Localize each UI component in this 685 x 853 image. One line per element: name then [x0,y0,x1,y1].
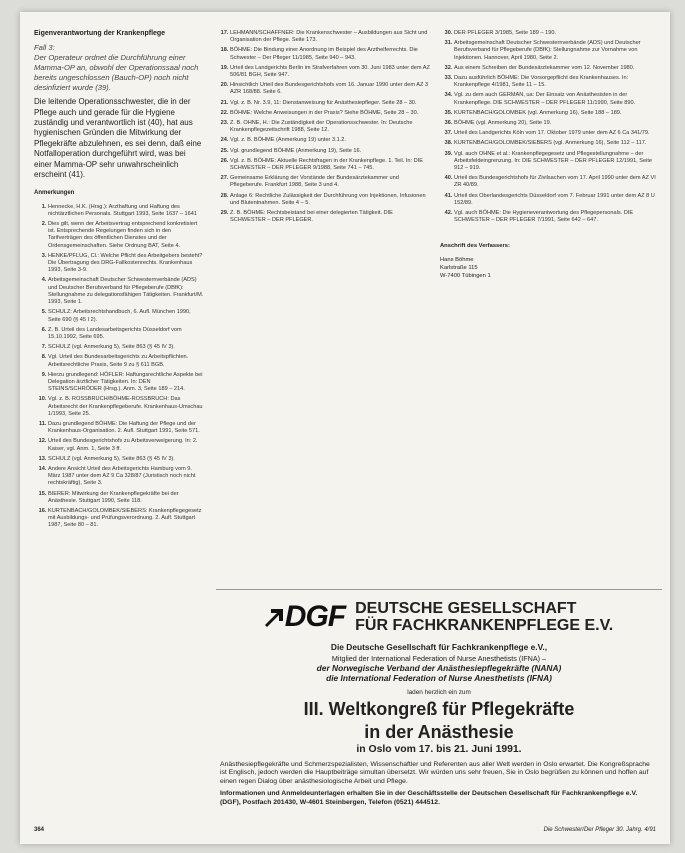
ad-intro: Die Deutsche Gesellschaft für Fachkrankenpflege e.V., [330,642,548,652]
note-item: 27. Gemeinsame Erklärung der Vorstände der Bundesärztekammer und Pflegeberufe. Frankfurt 1988, Seite 3 und 4. [230,175,430,189]
dgf-logo: DGF [265,600,345,634]
note-item: 33. Dazu ausführlich BÖHME: Die Vorsorgepflicht des Krankenhauses. In: Krankenpflege 4/1981, Seite 11 – 15. [454,75,662,89]
ad-info-text: Anästhesiepflegekräfte und Schmerzspezialisten, Wissenschaftler und Referenten aus aller Welt werden in Oslo erwartet. Die Kongreßsprache ist Englisch, jedoch werden die Hauptbeiträge simultan übersetzt. Wir würden uns sehr freuen, Sie in Oslo begrüßen zu können und hoffen auf einen regen Dialog über anästhesiologische Arbeit und Pflege. [220,761,650,785]
note-item: 19. Urteil des Landgerichts Berlin im Strafverfahren vom 30. Juni 1983 unter dem AZ 506/81 BGH, Seite 947. [230,65,430,79]
note-item: 22. BÖHME: Welche Anweisungen in der Praxis? Siehe BÖHME, Seite 28 – 30. [230,110,430,117]
note-item: 11. Dazu grundlegend BÖHME: Die Haftung der Pflege und der Krankenhaus-Organisation. 2. Aufl. Stuttgart 1991, Seite 571. [48,421,204,435]
ad-header [216,600,662,634]
notes-list-2 [216,30,430,224]
notes-list-3 [440,30,662,224]
note-item: 31. Arbeitsgemeinschaft Deutscher Schwesternverbände (ADS) und Deutscher Berufsverband für Pflegeberufe (DBfK): Stellungnahme zur Vornahme von Injektionen. Hannover, April 1980, Seite 2. [454,40,662,62]
column-right [440,30,662,280]
note-item: 5. SCHULZ: Arbeitsrechtshandbuch, 6. Aufl. München 1990, Seite 690 (§ 45 I 2). [48,309,204,323]
note-item: 20. Hinsichtlich Urteil des Bundesgerichtshofs vom 16. Januar 1990 unter dem AZ 3 AZR 168/88. Seite 6. [230,82,430,96]
congress-date: in Oslo vom 17. bis 21. Juni 1991. [356,744,522,755]
section-title: Eigenverantwortung der Krankenpflege [34,30,166,37]
note-item: 32. Aus einem Schreiben der Bundesärztekammer vom 12. November 1980. [454,65,662,72]
author-heading: Anschrift des Verfassers: [440,243,510,250]
notes-list-1 [34,204,204,530]
note-item: 16. KURTENBACH/GOLOMBEK/SIEBERS: Krankenpflegegesetz mit Ausbildungs- und Prüfungsverordnung. 2. Aufl. Stuttgart 1987, Seite 80 – 81. [48,508,204,530]
author-address [440,242,662,280]
congress-advertisement [216,589,662,822]
note-item: 3. HENKE/PFLUG, Cl.: Welche Pflicht des Arbeitgebers besteht? Die Übertragung des DRG-Fallkostenrechts. Krankenhaus 1993, Seite 3-9. [48,253,204,275]
note-item: 41. Urteil des Oberlandesgerichts Düsseldorf vom 7. Februar 1991 unter dem AZ 8 U 152/89. [454,193,662,207]
case-heading: Fall 3: [34,43,55,53]
note-item: 17. LEHMANN/SCHAFFNER: Die Krankenschwester – Ausbildungen aus Sicht und Organisation der Pflege. Seite 173. [230,30,430,44]
note-item: 28. Anlage 6: Rechtliche Zulässigkeit der Durchführung von Injektionen, Infusionen und Blutentnahmen. Seite 4 – 5. [230,193,430,207]
case-text: Der Operateur ordnet die Durchführung einer Mamma-OP an, obwohl der Operationssaal noch bereits ungeschlossen (Bauch-OP) noch nicht desinfiziert wurde (39). [34,53,199,93]
note-item: 9. Hierzu grundlegend: HÖFLER: Haftungsrechtliche Aspekte bei Delegation ärztlicher Tätigkeiten. In: DEN STEINS/SCHRÖDER (Hrsg.). Anm. 3, Seite 189 – 214. [48,372,204,394]
author-line: W-7400 Tübingen 1 [440,273,491,280]
body-paragraph: Die leitende Operationsschwester, die in der Pflege auch und gerade für die Hygiene zuständig und verantwortlich ist (40), hat aus hygienischen Gründen die Mitwirkung der Pflegekräfte abzulehnen, es sei denn, daß eine Notfalloperation durchgeführt wird, was bei einer Mamma-OP sehr unwahrscheinlich erscheint (41). [34,97,202,180]
ad-contact-text: Informationen und Anmeldeunterlagen erhalten Sie in der Geschäftsstelle der Deutschen Gesellschaft für Fachkrankenpflege e.V. (DGF), Postfach 201430, W-4601 Steinbergen, Telefon (0521) 444512. [220,790,638,806]
note-item: 15. BIERER: Mitwirkung der Krankenpflegekräfte bei der Anästhesie. Stuttgart 1990, Seite 118. [48,491,204,505]
note-item: 1. Hennecke, H.K. (Hrsg.): Arzthaftung und Haftung des nichtärztlichen Personals. Stuttgart 1993, Seite 1637 – 1641 [48,204,204,218]
note-item: 26. Vgl. z. B. BÖHME: Aktuelle Rechtsfragen in der Krankenpflege. 1. Teil. In: DIE SCHWESTER – DER PFLEGER 9/1988, Seite 741 – 745. [230,158,430,172]
congress-title: III. Weltkongreß für Pflegekräfte [303,699,575,719]
column-left [34,30,204,533]
note-item: 30. DER PFLEGER 3/1985, Seite 189 – 190. [454,30,662,37]
ad-partner: der Norwegische Verband der Anästhesiepflegekräfte (NANA) [316,663,562,673]
ad-partner: die International Federation of Nurse Anesthetists (IFNA) [326,673,552,683]
note-item: 29. Z. B. BÖHME: Rechtsbeistand bei einer delegierten Tätigkeit. DIE SCHWESTER – DER PFLEGER. [230,210,430,224]
note-item: 10. Vgl. z. B. ROSSBRUCH/BÖHME-ROSSBRUCH: Das Arbeitsrecht der Krankenpflegeberufe. Krankenhaus-Umschau 1/1993, Seite 25. [48,396,204,418]
note-item: 21. Vgl. z. B. Nr. 3.9, 11: Dienstanweisung für Anästhesiepfleger. Seite 28 – 30. [230,100,430,107]
note-item: 13. SCHULZ (vgl. Anmerkung 5), Seite 863 (§ 45 IV 3). [48,456,204,463]
note-item: 14. Andere Ansicht Urteil des Arbeitsgerichts Hamburg vom 9. März 1987 unter dem AZ 9 Ca 328/87 (Juristisch noch nicht rechtskräftig), Seite 3. [48,466,204,488]
note-item: 4. Arbeitsgemeinschaft Deutscher Schwesternverbände (ADS) und Deutscher Berufsverband für Pflegeberufe (DBfK): Stellungnahme zu delegationsfähigen Tätigkeiten. Frankfurt/M. 1993, Seite 1. [48,277,204,306]
note-item: 25. Vgl. grundlegend BÖHME (Anmerkung 19), Seite 16. [230,148,430,155]
note-item: 39. Vgl. auch OHNE et al.: Krankenpflegegesetz und Pflegestellungnahme – der Arbeitsfeldeingrenzung. In: DIE SCHWESTER – DER PFLEGER 12/1991, Seite 912 – 919. [454,151,662,173]
journal-footer: Die Schwester/Der Pfleger 30. Jahrg. 4/91 [543,827,656,833]
page-number: 364 [34,827,45,833]
note-item: 34. Vgl. zu dem auch GERMAN, ua: Der Einsatz von Anästhesisten in der Krankenpflege. DIE SCHWESTER – DER PFLEGER 11/1990, Seite 890. [454,92,662,106]
note-item: 23. Z. B. OHNE, H.: Die Zuständigkeit der Operationsschwester. In: Deutsche Krankenpflegezeitschrift 1988, Seite 12. [230,120,430,134]
arrow-logo-icon [265,607,285,629]
org-name-line: DEUTSCHE GESELLSCHAFT [355,600,577,617]
note-item: 42. Vgl. auch BÖHME: Die Hygieneverantwortung des Pflegepersonals. DIE SCHWESTER – DER PFLEGER 7/1991, Seite 642 – 647. [454,210,662,224]
ad-invite: laden herzlich ein zum [407,689,471,696]
note-item: 18. BÖHME: Die Bindung einer Anordnung im Beispiel des Arzthelferrechts. Die Schwester – Der Pfleger 11/1985, Seite 940 – 943. [230,47,430,61]
org-name [355,600,613,634]
notes-title: Anmerkungen [34,190,75,197]
congress-title: in der Anästhesie [364,722,514,742]
author-line: Karlstraße 115 [440,265,478,272]
magazine-page [20,12,670,844]
note-item: 37. Urteil des Landgerichts Köln vom 17. Oktober 1979 unter dem AZ 6 Ca 341/79. [454,130,662,137]
ad-member: Mitglied der International Federation of Nurse Anesthetists (IFNA) – [331,654,547,663]
note-item: 12. Urteil des Bundesgerichtshofs zu Arbeitsverweigerung. In: 2. Kaiser, vgl. Anm. 1, Seite 3 ff. [48,438,204,452]
note-item: 35. KURTENBACH/GOLOMBEK (vgl. Anmerkung 16), Seite 188 – 189. [454,110,662,117]
org-name-line: FÜR FACHKRANKENPFLEGE E.V. [355,617,614,634]
note-item: 40. Urteil des Bundesgerichtshofs für Zivilsachen vom 17. April 1990 unter dem AZ VI ZR 40/89. [454,175,662,189]
note-item: 6. Z. B. Urteil des Landesarbeitsgerichts Düsseldorf vom 15.10.1992, Seite 695. [48,327,204,341]
note-item: 7. SCHULZ (vgl. Anmerkung 5), Seite 863 (§ 45 IV 3). [48,344,204,351]
author-line: Hans Böhme [440,257,474,264]
note-item: 24. Vgl. z. B. BÖHME (Anmerkung 19) unter 3.1.2. [230,137,430,144]
note-item: 38. KURTENBACH/GOLOMBEK/SIEBERS (vgl. Anmerkung 16), Seite 112 – 117. [454,140,662,147]
note-item: 36. BÖHME (vgl. Anmerkung 20), Seite 19. [454,120,662,127]
column-middle [216,30,430,227]
note-item: 2. Dies gilt, wenn der Arbeitsvertrag entsprechend konkretisiert ist. Entsprechende Regelungen finden sich in den Tarifverträgen des öffentlichen Dienstes und der Ordensgemeinschaften. Siehe Ordnung BAT, Seite 4. [48,221,204,250]
note-item: 8. Vgl. Urteil des Bundesarbeitsgerichts zu Arbeitspflichten. Arbeitsrechtliche Praxis, Seite 9 zu § 611 BGB. [48,354,204,368]
